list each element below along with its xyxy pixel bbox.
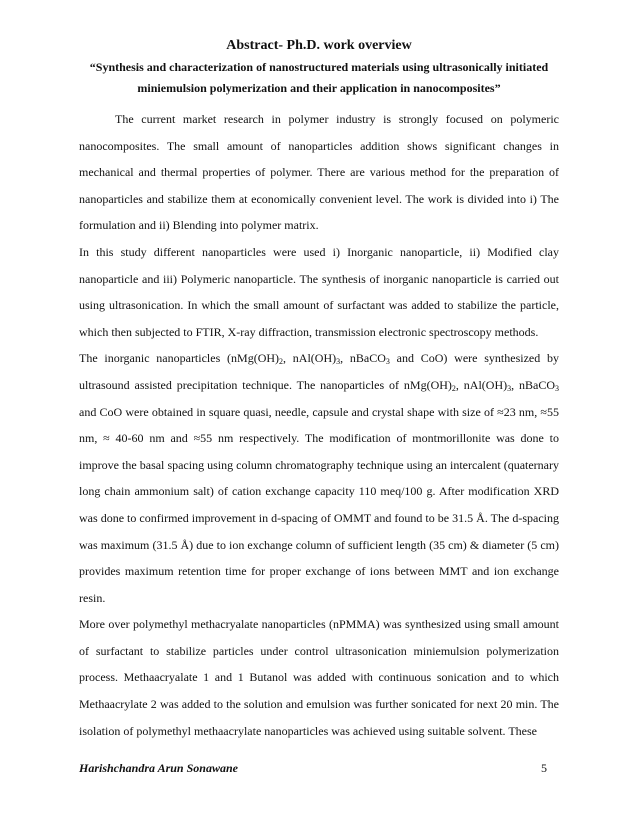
subscript: 3	[507, 383, 512, 393]
subscript: 2	[279, 357, 284, 367]
paragraph-inorganic-synthesis	[79, 345, 559, 611]
paragraph-nanoparticles: In this study different nanoparticles were used i) Inorganic nanoparticle, ii) Modified clay nanoparticle and iii) Polymeric nanoparticle. The synthesis of inorganic nanoparticle is carried out using ultrasonication. In which the small amount of surfactant was added to stabilize the particle, which then subjected to FTIR, X-ray diffraction, transmission electronic spectroscopy methods.	[79, 244, 559, 339]
text-run: , nAl(OH)	[283, 351, 337, 366]
subscript: 2	[451, 383, 456, 393]
text-run: , nBaCO	[511, 377, 556, 392]
page-footer	[79, 761, 559, 781]
paragraph-intro: The current market research in polymer industry is strongly focused on polymeric nanocomposites. The small amount of nanoparticles addition shows significant changes in mechanical and thermal properties of polymer. There are various method for the preparation of nanoparticles and stabilize them at economically convenient level. The work is divided into i) The formulation and ii) Blending into polymer matrix.	[79, 112, 559, 233]
abstract-body	[79, 106, 559, 744]
subscript: 3	[385, 357, 390, 367]
paragraph-pmma: More over polymethyl methacryalate nanoparticles (nPMMA) was synthesized using small amount of surfactant to stabilize particles under control ultrasonication miniemulsion polymerization process. Methaacryalate 1 and 1 Butanol was added with continuous sonication and to which Methaacrylate 2 was added to the solution and emulsion was further sonicated for next 20 min. The isolation of polymethyl methaacrylate nanoparticles was achieved using suitable solvent. These	[79, 617, 559, 738]
text-run: and CoO were obtained in square quasi, needle, capsule and crystal shape with size of ≈23 nm, ≈55 nm, ≈ 40-60 nm and ≈55 nm respectively. The modification of montmorillonite was done to improve the basal spacing using column chromatography technique using an intercalent (quaternary long chain ammonium salt) of cation exchange capacity 110 meq/100 g. After modification XRD was done to confirmed improvement in d-spacing of OMMT and found to be 31.5 Å. The d-spacing was maximum (31.5 Å) due to ion exchange column of sufficient length (35 cm) & diameter (5 cm) provides maximum retention time for proper exchange of ions between MMT and ion exchange resin.	[79, 404, 559, 605]
page-number: 5	[541, 761, 547, 775]
subscript: 3	[336, 357, 341, 367]
footer-author: Harishchandra Arun Sonawane	[79, 761, 238, 775]
page-title: Abstract- Ph.D. work overview	[226, 38, 412, 53]
text-run: , nBaCO	[340, 351, 386, 366]
subscript: 3	[555, 383, 560, 393]
text-run: , nAl(OH)	[455, 377, 508, 392]
text-run: The inorganic nanoparticles (nMg(OH)	[79, 351, 280, 366]
thesis-title: “Synthesis and characterization of nanostructured materials using ultrasonically initiated miniemulsion polymerization and their application in nanocomposites”	[89, 60, 549, 95]
text-run: and CoO) were synthesized by ultrasound assisted precipitation technique. The nanoparticles of nMg(OH)	[79, 351, 559, 392]
